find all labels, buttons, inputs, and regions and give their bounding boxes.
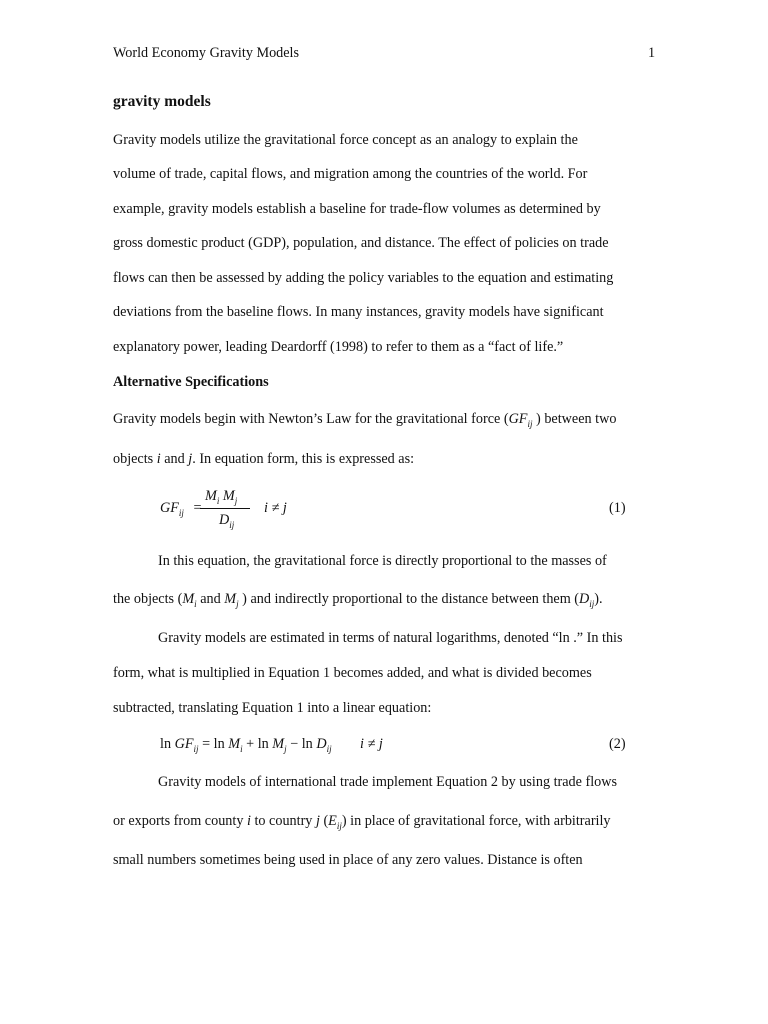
text-span: and (196, 591, 225, 607)
text-span: the objects ( (113, 591, 183, 607)
math-function: ln (301, 736, 313, 752)
math-subscript: ij (193, 744, 199, 754)
equals-sign: = (202, 736, 211, 752)
fraction-denominator (219, 512, 234, 529)
text-line: form, what is multiplied in Equation 1 becomes added, and what is divided becomes (113, 665, 592, 681)
text-line (113, 813, 611, 830)
math-symbol: E (328, 813, 337, 829)
text-line: deviations from the baseline flows. In many instances, gravity models have significant (113, 304, 604, 320)
math-function: ln (257, 736, 269, 752)
math-symbol: M (228, 736, 241, 752)
section-heading: gravity models (113, 93, 211, 110)
equals-sign: = (193, 500, 202, 516)
math-subscript: ij (589, 599, 595, 609)
math-symbol: D (579, 591, 590, 607)
math-symbol: M (272, 736, 285, 752)
equation-number: (1) (609, 500, 626, 516)
math-function: ln (213, 736, 225, 752)
math-symbol: GF (160, 500, 179, 516)
math-symbol: M (205, 488, 217, 504)
text-line (113, 411, 616, 428)
equation-condition: i ≠ j (264, 500, 287, 516)
text-line: volume of trade, capital flows, and migration among the countries of the world. For (113, 166, 588, 182)
subheading: Alternative Specifications (113, 374, 269, 390)
math-subscript: ij (178, 508, 184, 518)
text-line: small numbers sometimes being used in place of any zero values. Distance is often (113, 852, 583, 868)
text-line (113, 591, 603, 608)
equation-lhs (160, 500, 202, 517)
plus-sign: + (246, 736, 255, 752)
text-span: objects (113, 451, 157, 467)
math-symbol: GF (508, 411, 528, 427)
fraction-bar (200, 508, 250, 509)
text-span: and (160, 451, 189, 467)
page-number: 1 (648, 45, 656, 61)
math-symbol: M (182, 591, 195, 607)
math-symbol: M (224, 591, 237, 607)
math-symbol: j (188, 451, 193, 467)
math-symbol: D (316, 736, 327, 752)
text-line: Gravity models are estimated in terms of natural logarithms, denoted “ln .” In this (158, 630, 623, 646)
running-header-title: World Economy Gravity Models (113, 45, 300, 61)
text-span: ) and indirectly proportional to the distance between them ( (242, 591, 580, 607)
math-symbol: M (222, 488, 235, 504)
math-subscript: j (284, 744, 287, 754)
text-line (113, 451, 414, 468)
text-line: gross domestic product (GDP), population, and distance. The effect of policies on trade (113, 235, 609, 251)
text-line: explanatory power, leading Deardorff (1998) to refer to them as a “fact of life.” (113, 339, 564, 355)
math-symbol: i (156, 451, 161, 467)
math-subscript: j (236, 599, 239, 609)
text-span: ) between two (536, 411, 617, 427)
text-span: or exports from county (113, 813, 247, 829)
math-subscript: i (240, 744, 243, 754)
equation-body (160, 736, 332, 753)
math-subscript: ij (336, 821, 342, 831)
math-subscript: i (216, 496, 220, 506)
equation-number: (2) (609, 736, 626, 752)
text-span: . In equation form, this is expressed as: (192, 451, 415, 467)
math-symbol: i (246, 813, 251, 829)
math-symbol: D (219, 512, 230, 528)
math-subscript: ij (229, 520, 235, 530)
text-span: to country (250, 813, 316, 829)
text-span: ). (594, 591, 603, 607)
text-span: Gravity models begin with Newton’s Law for the gravitational force ( (113, 411, 509, 427)
math-symbol: j (315, 813, 320, 829)
math-symbol: GF (174, 736, 194, 752)
text-line: Gravity models of international trade implement Equation 2 by using trade flows (158, 774, 618, 790)
math-subscript: j (234, 496, 238, 506)
minus-sign: − (290, 736, 299, 752)
math-subscript: i (194, 599, 197, 609)
text-line: subtracted, translating Equation 1 into a linear equation: (113, 700, 432, 716)
equation-condition: i ≠ j (360, 736, 383, 752)
math-function: ln (160, 736, 172, 752)
text-span: ( (319, 813, 329, 829)
text-line: Gravity models utilize the gravitational force concept as an analogy to explain the (113, 132, 578, 148)
math-subscript: ij (326, 744, 332, 754)
math-subscript: ij (527, 419, 533, 429)
text-span: ) in place of gravitational force, with arbitrarily (341, 813, 611, 829)
text-line: In this equation, the gravitational force is directly proportional to the masses of (158, 553, 607, 569)
fraction-numerator (205, 488, 237, 505)
text-line: flows can then be assessed by adding the policy variables to the equation and estimating (113, 270, 614, 286)
text-line: example, gravity models establish a baseline for trade-flow volumes as determined by (113, 201, 601, 217)
